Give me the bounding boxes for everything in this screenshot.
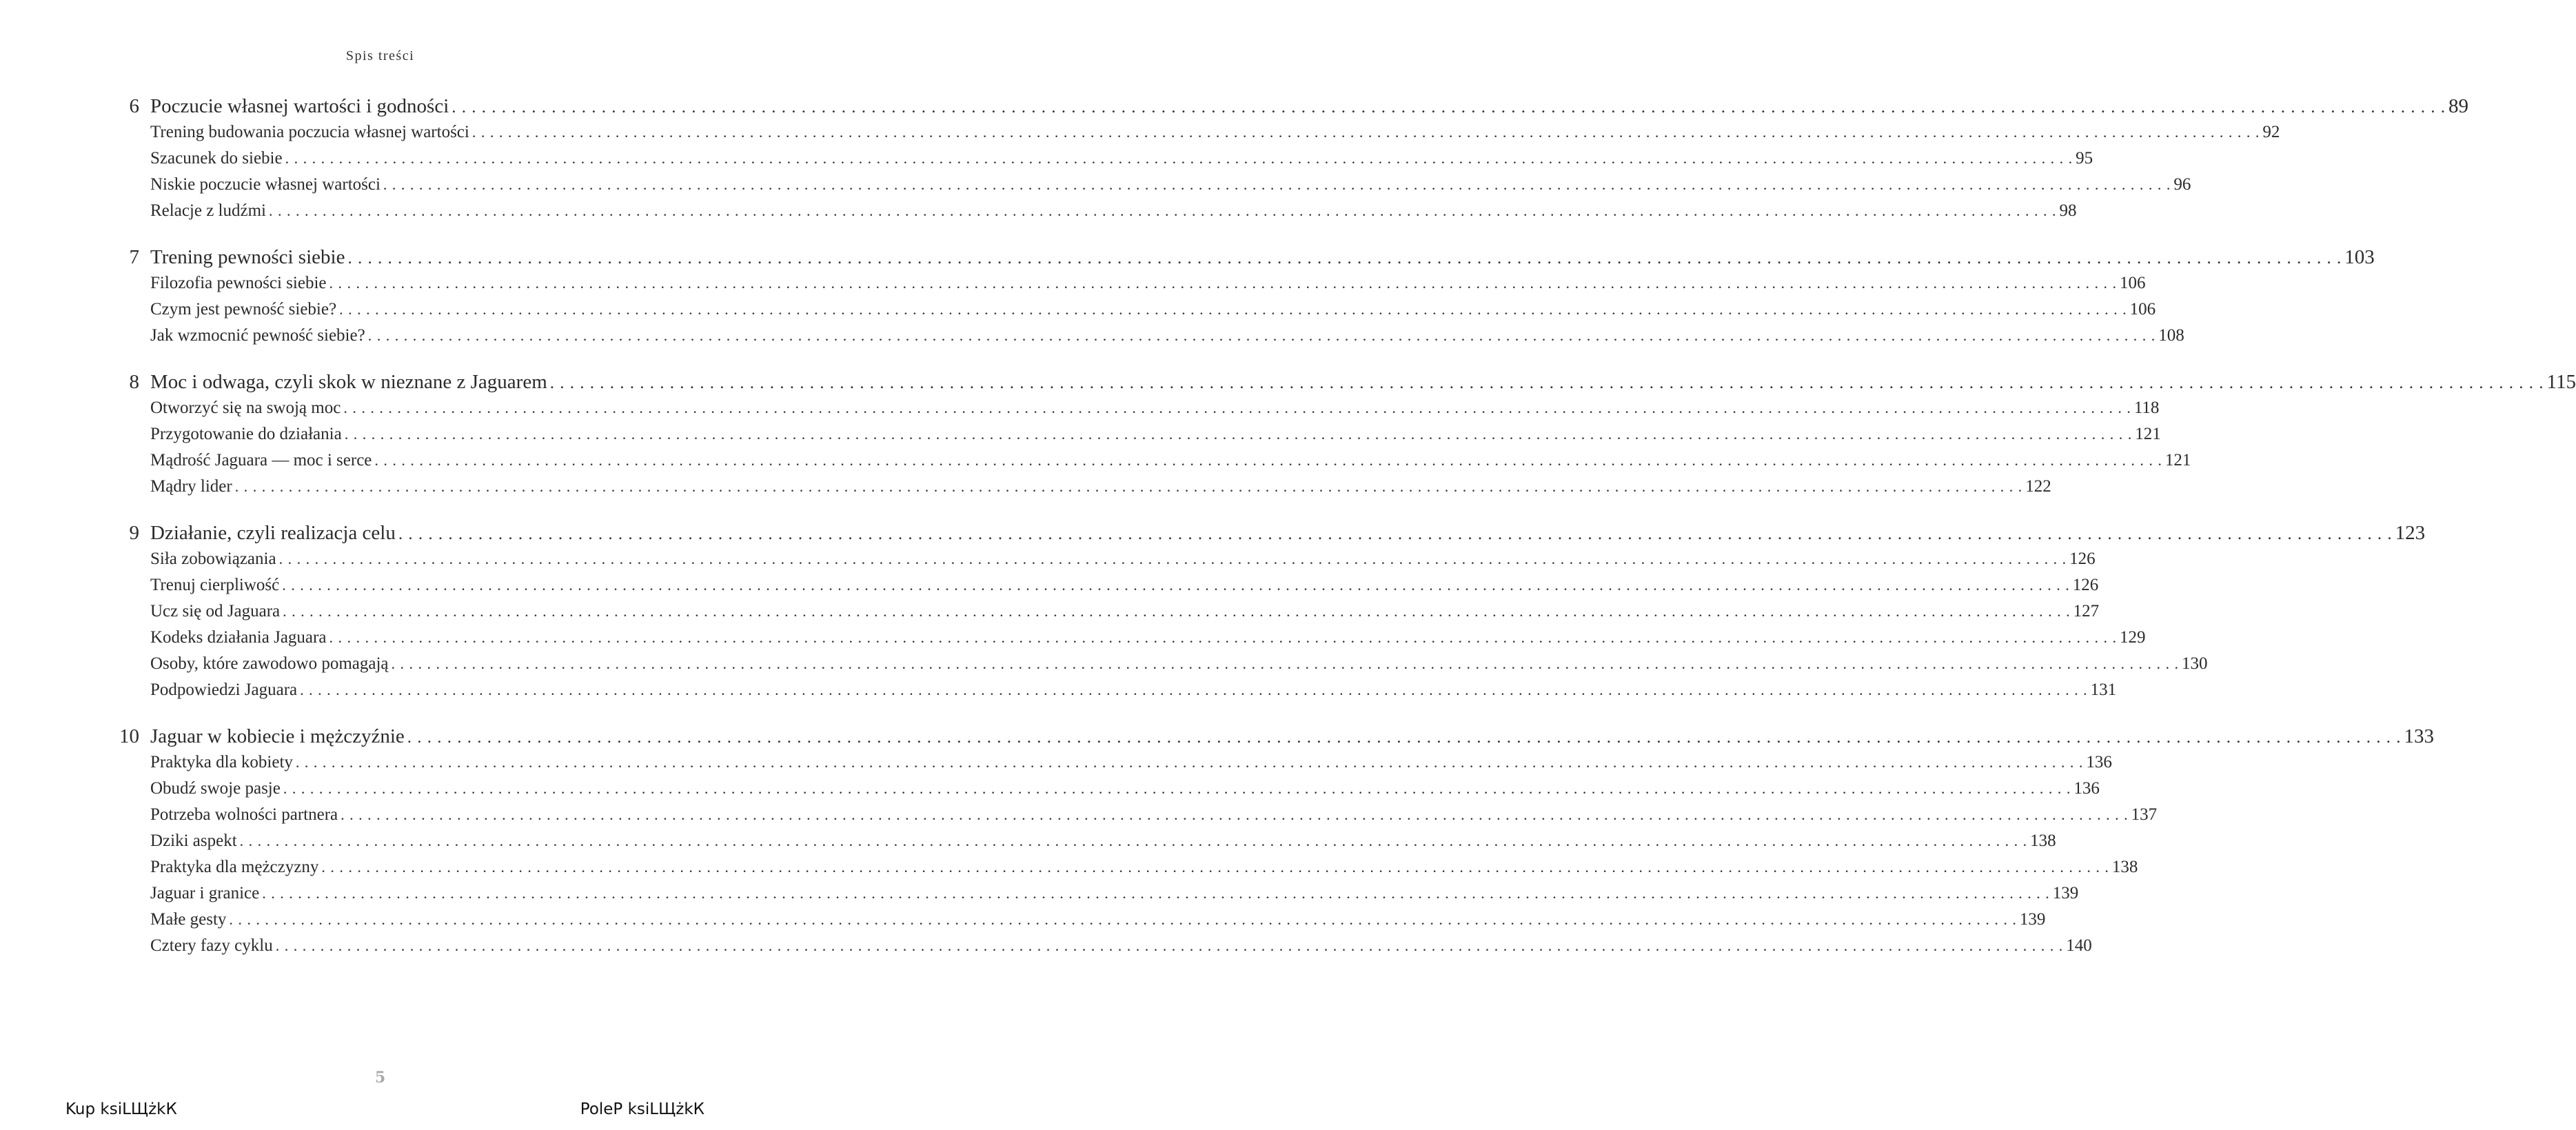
toc-chapter-row[interactable] [110, 246, 2375, 274]
toc-chapter-row[interactable] [110, 95, 2469, 123]
toc-chapter-row[interactable] [110, 725, 2435, 753]
dot-leader: . . . . . . . . . . . . . . . . . . . . . . . . . . . . . . . . . . . . . . . . . . . . . . . . . . . . . . . . . . . . . . . . . . . . . . . . . . . . . . . . . . . . . . . . . . . . . . . . . . . . . . . . . . . . . . . . . . . . . . . . . . . . . . . . . . . . . . . . . . . . . . . . . . . . . . . . . . . . . . . . . . . . . . . . . . . . . . . . . . . . . . . . . . . . . . . . . . . . . . . . [321, 858, 2109, 876]
toc-chapter-row[interactable] [110, 371, 2576, 398]
toc-section-row[interactable] [110, 602, 2100, 628]
dot-leader: . . . . . . . . . . . . . . . . . . . . . . . . . . . . . . . . . . . . . . . . . . . . . . . . . . . . . . . . . . . . . . . . . . . . . . . . . . . . . . . . . . . . . . . . . . . . . . . . . . . . . . . . . . . . . . . . . . . . . . . . . . . . . . . . . . . . . . . . . . . . . . . . . . . . . . . . . . . . . . . . . . . . . . . . . . . . . . . . . . . . . . . . . . . . . . . . . . . . . . . . [407, 728, 2402, 747]
toc-section-row[interactable] [110, 451, 2191, 477]
section-title: Osoby, które zawodowo pomagają [150, 654, 389, 673]
dot-leader: . . . . . . . . . . . . . . . . . . . . . . . . . . . . . . . . . . . . . . . . . . . . . . . . . . . . . . . . . . . . . . . . . . . . . . . . . . . . . . . . . . . . . . . . . . . . . . . . . . . . . . . . . . . . . . . . . . . . . . . . . . . . . . . . . . . . . . . . . . . . . . . . . . . . . . . . . . . . . . . . . . . . . . . . . . . . . . . . . . . . . . . . . . . . . . . . . . . . . . . . [391, 655, 2180, 672]
toc-section-row[interactable] [110, 549, 2096, 576]
section-title: Siła zobowiązania [150, 549, 276, 568]
section-page: 138 [2030, 831, 2056, 850]
dot-leader: . . . . . . . . . . . . . . . . . . . . . . . . . . . . . . . . . . . . . . . . . . . . . . . . . . . . . . . . . . . . . . . . . . . . . . . . . . . . . . . . . . . . . . . . . . . . . . . . . . . . . . . . . . . . . . . . . . . . . . . . . . . . . . . . . . . . . . . . . . . . . . . . . . . . . . . . . . . . . . . . . . . . . . . . . . . . . . . . . . . . . . . . . . . . . . . . . . . . . . . . [283, 780, 2071, 797]
toc-section-row[interactable] [110, 858, 2138, 884]
chapter-number: 8 [129, 371, 139, 393]
dot-leader: . . . . . . . . . . . . . . . . . . . . . . . . . . . . . . . . . . . . . . . . . . . . . . . . . . . . . . . . . . . . . . . . . . . . . . . . . . . . . . . . . . . . . . . . . . . . . . . . . . . . . . . . . . . . . . . . . . . . . . . . . . . . . . . . . . . . . . . . . . . . . . . . . . . . . . . . . . . . . . . . . . . . . . . . . . . . . . . . . . . . . . . . . . . . . . . . . . . . . . . . [229, 911, 2017, 928]
toc-section-row[interactable] [110, 779, 2100, 805]
dot-leader: . . . . . . . . . . . . . . . . . . . . . . . . . . . . . . . . . . . . . . . . . . . . . . . . . . . . . . . . . . . . . . . . . . . . . . . . . . . . . . . . . . . . . . . . . . . . . . . . . . . . . . . . . . . . . . . . . . . . . . . . . . . . . . . . . . . . . . . . . . . . . . . . . . . . . . . . . . . . . . . . . . . . . . . . . . . . . . . . . . . . . . . . . . . . . . . . . . . . . . . . [300, 681, 2088, 698]
section-page: 106 [2129, 300, 2156, 319]
section-page: 122 [2025, 477, 2051, 496]
section-page: 96 [2173, 175, 2191, 194]
section-title: Jaguar i granice [150, 884, 260, 902]
dot-leader: . . . . . . . . . . . . . . . . . . . . . . . . . . . . . . . . . . . . . . . . . . . . . . . . . . . . . . . . . . . . . . . . . . . . . . . . . . . . . . . . . . . . . . . . . . . . . . . . . . . . . . . . . . . . . . . . . . . . . . . . . . . . . . . . . . . . . . . . . . . . . . . . . . . . . . . . . . . . . . . . . . . . . . . . . . . . . . . . . . . . . . . . . . . . . . . . . . . . . . . . [329, 629, 2117, 646]
toc-section-row[interactable] [110, 326, 2184, 352]
section-title: Szacunek do siebie [150, 149, 283, 168]
toc-section-row[interactable] [110, 936, 2092, 962]
chapter-page: 133 [2404, 725, 2435, 747]
table-of-contents [110, 95, 2576, 981]
dot-leader: . . . . . . . . . . . . . . . . . . . . . . . . . . . . . . . . . . . . . . . . . . . . . . . . . . . . . . . . . . . . . . . . . . . . . . . . . . . . . . . . . . . . . . . . . . . . . . . . . . . . . . . . . . . . . . . . . . . . . . . . . . . . . . . . . . . . . . . . . . . . . . . . . . . . . . . . . . . . . . . . . . . . . . . . . . . . . . . . . . . . . . . . . . . . . . . . . . . . . . . . [339, 301, 2127, 318]
chapter-title: Poczucie własnej wartości i godności [150, 95, 449, 117]
dot-leader: . . . . . . . . . . . . . . . . . . . . . . . . . . . . . . . . . . . . . . . . . . . . . . . . . . . . . . . . . . . . . . . . . . . . . . . . . . . . . . . . . . . . . . . . . . . . . . . . . . . . . . . . . . . . . . . . . . . . . . . . . . . . . . . . . . . . . . . . . . . . . . . . . . . . . . . . . . . . . . . . . . . . . . . . . . . . . . . . . . . . . . . . . . . . . . . . . . . . . . . . [452, 98, 2446, 117]
toc-section-row[interactable] [110, 576, 2099, 602]
toc-section-row[interactable] [110, 910, 2046, 936]
chapter-page: 123 [2395, 522, 2426, 544]
section-page: 121 [2135, 425, 2161, 443]
chapter-number: 6 [129, 95, 139, 117]
dot-leader: . . . . . . . . . . . . . . . . . . . . . . . . . . . . . . . . . . . . . . . . . . . . . . . . . . . . . . . . . . . . . . . . . . . . . . . . . . . . . . . . . . . . . . . . . . . . . . . . . . . . . . . . . . . . . . . . . . . . . . . . . . . . . . . . . . . . . . . . . . . . . . . . . . . . . . . . . . . . . . . . . . . . . . . . . . . . . . . . . . . . . . . . . . . . . . . . . . . . . . . . [347, 249, 2342, 268]
section-page: 118 [2133, 398, 2160, 417]
section-title: Potrzeba wolności partnera [150, 805, 338, 824]
section-title: Przygotowanie do działania [150, 425, 342, 443]
dot-leader: . . . . . . . . . . . . . . . . . . . . . . . . . . . . . . . . . . . . . . . . . . . . . . . . . . . . . . . . . . . . . . . . . . . . . . . . . . . . . . . . . . . . . . . . . . . . . . . . . . . . . . . . . . . . . . . . . . . . . . . . . . . . . . . . . . . . . . . . . . . . . . . . . . . . . . . . . . . . . . . . . . . . . . . . . . . . . . . . . . . . . . . . . . . . . . . . . . . . . . . . [295, 754, 2084, 771]
section-title: Filozofia pewności siebie [150, 274, 327, 292]
section-page: 121 [2164, 451, 2191, 470]
section-title: Praktyka dla mężczyzny [150, 858, 319, 876]
toc-chapter [110, 725, 2435, 962]
section-title: Czym jest pewność siebie? [150, 300, 337, 319]
toc-section-row[interactable] [110, 425, 2161, 451]
section-page: 129 [2119, 628, 2146, 647]
dot-leader: . . . . . . . . . . . . . . . . . . . . . . . . . . . . . . . . . . . . . . . . . . . . . . . . . . . . . . . . . . . . . . . . . . . . . . . . . . . . . . . . . . . . . . . . . . . . . . . . . . . . . . . . . . . . . . . . . . . . . . . . . . . . . . . . . . . . . . . . . . . . . . . . . . . . . . . . . . . . . . . . . . . . . . . . . . . . . . . . . . . . . . . . . . . . . . . . . . . . . . . . [283, 603, 2071, 620]
dot-leader: . . . . . . . . . . . . . . . . . . . . . . . . . . . . . . . . . . . . . . . . . . . . . . . . . . . . . . . . . . . . . . . . . . . . . . . . . . . . . . . . . . . . . . . . . . . . . . . . . . . . . . . . . . . . . . . . . . . . . . . . . . . . . . . . . . . . . . . . . . . . . . . . . . . . . . . . . . . . . . . . . . . . . . . . . . . . . . . . . . . . . . . . . . . . . . . . . . . . . . . . [383, 176, 2171, 193]
chapter-page: 89 [2448, 95, 2469, 117]
dot-leader: . . . . . . . . . . . . . . . . . . . . . . . . . . . . . . . . . . . . . . . . . . . . . . . . . . . . . . . . . . . . . . . . . . . . . . . . . . . . . . . . . . . . . . . . . . . . . . . . . . . . . . . . . . . . . . . . . . . . . . . . . . . . . . . . . . . . . . . . . . . . . . . . . . . . . . . . . . . . . . . . . . . . . . . . . . . . . . . . . . . . . . . . . . . . . . . . . . . . . . . . [367, 327, 2156, 344]
chapter-title: Trening pewności siebie [150, 246, 345, 268]
toc-chapter-row[interactable] [110, 522, 2426, 549]
toc-chapter [110, 95, 2469, 228]
section-page: 131 [2090, 680, 2117, 699]
toc-chapter [110, 246, 2375, 352]
section-title: Cztery fazy cyklu [150, 936, 273, 955]
dot-leader: . . . . . . . . . . . . . . . . . . . . . . . . . . . . . . . . . . . . . . . . . . . . . . . . . . . . . . . . . . . . . . . . . . . . . . . . . . . . . . . . . . . . . . . . . . . . . . . . . . . . . . . . . . . . . . . . . . . . . . . . . . . . . . . . . . . . . . . . . . . . . . . . . . . . . . . . . . . . . . . . . . . . . . . . . . . . . . . . . . . . . . . . . . . . . . . . . . . . . . . . [234, 478, 2023, 495]
recommend-book-link[interactable]: PoleР ksiLЩżkК [580, 1100, 704, 1118]
toc-section-row[interactable] [110, 753, 2112, 779]
section-title: Niskie poczucie własnej wartości [150, 175, 381, 194]
section-title: Otworzyć się na swoją moc [150, 398, 341, 417]
buy-book-link[interactable]: Kup ksiLЩżkК [65, 1100, 177, 1118]
dot-leader: . . . . . . . . . . . . . . . . . . . . . . . . . . . . . . . . . . . . . . . . . . . . . . . . . . . . . . . . . . . . . . . . . . . . . . . . . . . . . . . . . . . . . . . . . . . . . . . . . . . . . . . . . . . . . . . . . . . . . . . . . . . . . . . . . . . . . . . . . . . . . . . . . . . . . . . . . . . . . . . . . . . . . . . . . . . . . . . . . . . . . . . . . . . . . . . . . . . . . . . . [398, 525, 2393, 543]
section-title: Dziki aspekt [150, 831, 237, 850]
dot-leader: . . . . . . . . . . . . . . . . . . . . . . . . . . . . . . . . . . . . . . . . . . . . . . . . . . . . . . . . . . . . . . . . . . . . . . . . . . . . . . . . . . . . . . . . . . . . . . . . . . . . . . . . . . . . . . . . . . . . . . . . . . . . . . . . . . . . . . . . . . . . . . . . . . . . . . . . . . . . . . . . . . . . . . . . . . . . . . . . . . . . . . . . . . . . . . . . . . . . . . . . [278, 550, 2067, 567]
section-title: Trenuj cierpliwość [150, 576, 280, 594]
section-page: 136 [2073, 779, 2100, 798]
section-title: Relacje z ludźmi [150, 201, 266, 220]
toc-section-row[interactable] [110, 274, 2146, 300]
section-page: 92 [2262, 123, 2280, 141]
toc-section-row[interactable] [110, 628, 2146, 654]
chapter-title: Moc i odwaga, czyli skok w nieznane z Jaguarem [150, 371, 547, 393]
section-page: 126 [2072, 576, 2099, 594]
dot-leader: . . . . . . . . . . . . . . . . . . . . . . . . . . . . . . . . . . . . . . . . . . . . . . . . . . . . . . . . . . . . . . . . . . . . . . . . . . . . . . . . . . . . . . . . . . . . . . . . . . . . . . . . . . . . . . . . . . . . . . . . . . . . . . . . . . . . . . . . . . . . . . . . . . . . . . . . . . . . . . . . . . . . . . . . . . . . . . . . . . . . . . . . . . . . . . . . . . . . . . . . [374, 452, 2162, 469]
section-page: 126 [2069, 549, 2096, 568]
toc-section-row[interactable] [110, 884, 2079, 910]
section-page: 136 [2086, 753, 2112, 771]
section-page: 137 [2131, 805, 2158, 824]
section-title: Praktyka dla kobiety [150, 753, 293, 771]
chapter-title: Działanie, czyli realizacja celu [150, 522, 396, 544]
section-page: 108 [2158, 326, 2184, 345]
toc-section-row[interactable] [110, 300, 2156, 326]
section-page: 106 [2120, 274, 2146, 292]
section-title: Podpowiedzi Jaguara [150, 680, 298, 699]
section-page: 127 [2073, 602, 2100, 621]
section-title: Obudź swoje pasje [150, 779, 281, 798]
toc-section-row[interactable] [110, 831, 2056, 858]
dot-leader: . . . . . . . . . . . . . . . . . . . . . . . . . . . . . . . . . . . . . . . . . . . . . . . . . . . . . . . . . . . . . . . . . . . . . . . . . . . . . . . . . . . . . . . . . . . . . . . . . . . . . . . . . . . . . . . . . . . . . . . . . . . . . . . . . . . . . . . . . . . . . . . . . . . . . . . . . . . . . . . . . . . . . . . . . . . . . . . . . . . . . . . . . . . . . . . . . . . . . . . . [471, 123, 2260, 141]
dot-leader: . . . . . . . . . . . . . . . . . . . . . . . . . . . . . . . . . . . . . . . . . . . . . . . . . . . . . . . . . . . . . . . . . . . . . . . . . . . . . . . . . . . . . . . . . . . . . . . . . . . . . . . . . . . . . . . . . . . . . . . . . . . . . . . . . . . . . . . . . . . . . . . . . . . . . . . . . . . . . . . . . . . . . . . . . . . . . . . . . . . . . . . . . . . . . . . . . . . . . . . . [282, 576, 2070, 594]
section-page: 139 [2019, 910, 2046, 929]
section-title: Mądrość Jaguara — moc i serce [150, 451, 372, 470]
chapter-title: Jaguar w kobiecie i mężczyźnie [150, 725, 405, 747]
section-title: Jak wzmocnić pewność siebie? [150, 326, 365, 345]
section-page: 138 [2111, 858, 2138, 876]
toc-section-row[interactable] [110, 398, 2160, 425]
page-number: 5 [374, 1069, 386, 1087]
toc-chapter [110, 371, 2576, 503]
section-page: 95 [2076, 149, 2093, 168]
toc-section-row[interactable] [110, 680, 2117, 707]
toc-section-row[interactable] [110, 175, 2191, 201]
section-title: Mądry lider [150, 477, 232, 496]
dot-leader: . . . . . . . . . . . . . . . . . . . . . . . . . . . . . . . . . . . . . . . . . . . . . . . . . . . . . . . . . . . . . . . . . . . . . . . . . . . . . . . . . . . . . . . . . . . . . . . . . . . . . . . . . . . . . . . . . . . . . . . . . . . . . . . . . . . . . . . . . . . . . . . . . . . . . . . . . . . . . . . . . . . . . . . . . . . . . . . . . . . . . . . . . . . . . . . . . . . . . . . . [285, 150, 2073, 167]
section-page: 140 [2066, 936, 2092, 955]
chapter-number: 9 [129, 522, 139, 544]
toc-chapter [110, 522, 2426, 707]
section-title: Małe gesty [150, 910, 227, 929]
chapter-number: 7 [129, 246, 139, 268]
section-title: Kodeks działania Jaguara [150, 628, 327, 647]
dot-leader: . . . . . . . . . . . . . . . . . . . . . . . . . . . . . . . . . . . . . . . . . . . . . . . . . . . . . . . . . . . . . . . . . . . . . . . . . . . . . . . . . . . . . . . . . . . . . . . . . . . . . . . . . . . . . . . . . . . . . . . . . . . . . . . . . . . . . . . . . . . . . . . . . . . . . . . . . . . . . . . . . . . . . . . . . . . . . . . . . . . . . . . . . . . . . . . . . . . . . . . . [341, 806, 2129, 823]
section-title: Ucz się od Jaguara [150, 602, 281, 621]
section-page: 130 [2182, 654, 2208, 673]
chapter-number: 10 [119, 725, 139, 747]
dot-leader: . . . . . . . . . . . . . . . . . . . . . . . . . . . . . . . . . . . . . . . . . . . . . . . . . . . . . . . . . . . . . . . . . . . . . . . . . . . . . . . . . . . . . . . . . . . . . . . . . . . . . . . . . . . . . . . . . . . . . . . . . . . . . . . . . . . . . . . . . . . . . . . . . . . . . . . . . . . . . . . . . . . . . . . . . . . . . . . . . . . . . . . . . . . . . . . . . . . . . . . . [344, 425, 2133, 443]
section-title: Trening budowania poczucia własnej wartości [150, 123, 469, 141]
section-page: 139 [2052, 884, 2079, 902]
dot-leader: . . . . . . . . . . . . . . . . . . . . . . . . . . . . . . . . . . . . . . . . . . . . . . . . . . . . . . . . . . . . . . . . . . . . . . . . . . . . . . . . . . . . . . . . . . . . . . . . . . . . . . . . . . . . . . . . . . . . . . . . . . . . . . . . . . . . . . . . . . . . . . . . . . . . . . . . . . . . . . . . . . . . . . . . . . . . . . . . . . . . . . . . . . . . . . . . . . . . . . . . [268, 202, 2057, 219]
toc-section-row[interactable] [110, 201, 2077, 228]
dot-leader: . . . . . . . . . . . . . . . . . . . . . . . . . . . . . . . . . . . . . . . . . . . . . . . . . . . . . . . . . . . . . . . . . . . . . . . . . . . . . . . . . . . . . . . . . . . . . . . . . . . . . . . . . . . . . . . . . . . . . . . . . . . . . . . . . . . . . . . . . . . . . . . . . . . . . . . . . . . . . . . . . . . . . . . . . . . . . . . . . . . . . . . . . . . . . . . . . . . . . . . . [343, 399, 2131, 416]
toc-section-row[interactable] [110, 477, 2051, 503]
dot-leader: . . . . . . . . . . . . . . . . . . . . . . . . . . . . . . . . . . . . . . . . . . . . . . . . . . . . . . . . . . . . . . . . . . . . . . . . . . . . . . . . . . . . . . . . . . . . . . . . . . . . . . . . . . . . . . . . . . . . . . . . . . . . . . . . . . . . . . . . . . . . . . . . . . . . . . . . . . . . . . . . . . . . . . . . . . . . . . . . . . . . . . . . . . . . . . . . . . . . . . . . [275, 937, 2064, 954]
dot-leader: . . . . . . . . . . . . . . . . . . . . . . . . . . . . . . . . . . . . . . . . . . . . . . . . . . . . . . . . . . . . . . . . . . . . . . . . . . . . . . . . . . . . . . . . . . . . . . . . . . . . . . . . . . . . . . . . . . . . . . . . . . . . . . . . . . . . . . . . . . . . . . . . . . . . . . . . . . . . . . . . . . . . . . . . . . . . . . . . . . . . . . . . . . . . . . . . . . . . . . . . [239, 832, 2028, 849]
chapter-page: 115 [2546, 371, 2576, 393]
dot-leader: . . . . . . . . . . . . . . . . . . . . . . . . . . . . . . . . . . . . . . . . . . . . . . . . . . . . . . . . . . . . . . . . . . . . . . . . . . . . . . . . . . . . . . . . . . . . . . . . . . . . . . . . . . . . . . . . . . . . . . . . . . . . . . . . . . . . . . . . . . . . . . . . . . . . . . . . . . . . . . . . . . . . . . . . . . . . . . . . . . . . . . . . . . . . . . . . . . . . . . . . [549, 374, 2544, 392]
running-header: Spis treści [345, 48, 415, 63]
toc-section-row[interactable] [110, 149, 2093, 175]
dot-leader: . . . . . . . . . . . . . . . . . . . . . . . . . . . . . . . . . . . . . . . . . . . . . . . . . . . . . . . . . . . . . . . . . . . . . . . . . . . . . . . . . . . . . . . . . . . . . . . . . . . . . . . . . . . . . . . . . . . . . . . . . . . . . . . . . . . . . . . . . . . . . . . . . . . . . . . . . . . . . . . . . . . . . . . . . . . . . . . . . . . . . . . . . . . . . . . . . . . . . . . . [329, 274, 2117, 292]
chapter-page: 103 [2344, 246, 2375, 268]
section-page: 98 [2059, 201, 2077, 220]
toc-section-row[interactable] [110, 654, 2208, 680]
toc-section-row[interactable] [110, 123, 2280, 149]
toc-section-row[interactable] [110, 805, 2158, 831]
dot-leader: . . . . . . . . . . . . . . . . . . . . . . . . . . . . . . . . . . . . . . . . . . . . . . . . . . . . . . . . . . . . . . . . . . . . . . . . . . . . . . . . . . . . . . . . . . . . . . . . . . . . . . . . . . . . . . . . . . . . . . . . . . . . . . . . . . . . . . . . . . . . . . . . . . . . . . . . . . . . . . . . . . . . . . . . . . . . . . . . . . . . . . . . . . . . . . . . . . . . . . . . [262, 885, 2050, 902]
